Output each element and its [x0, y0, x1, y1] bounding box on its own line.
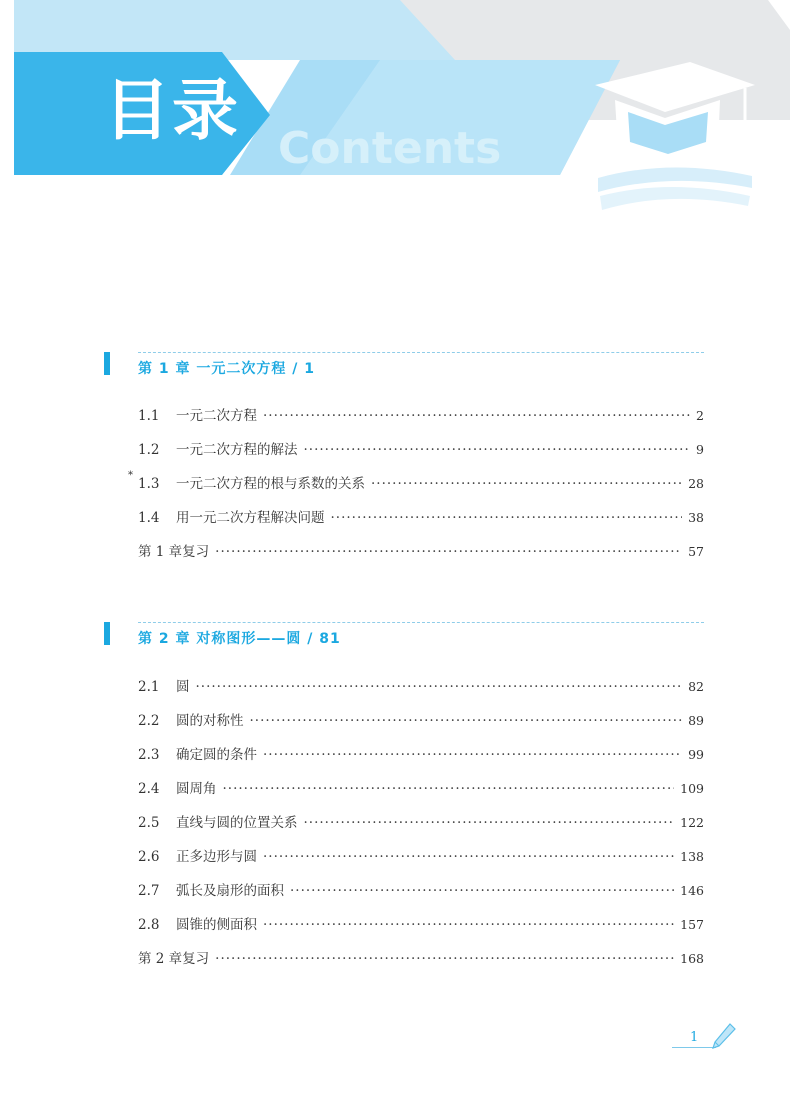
- section-title: 圆锥的侧面积: [176, 917, 257, 933]
- toc-entry[interactable]: [128, 470, 704, 494]
- section-title: 一元二次方程的解法: [176, 442, 298, 458]
- chapter-marker: [104, 352, 110, 375]
- page-subtitle: Contents: [278, 123, 502, 174]
- chapter-header: [104, 622, 704, 648]
- section-number: 1.3: [138, 476, 160, 492]
- page-number: 38: [688, 510, 704, 525]
- toc-entry[interactable]: [138, 947, 704, 969]
- toc-entry[interactable]: [138, 540, 704, 562]
- chapter-1: [104, 352, 704, 572]
- page-number: 99: [688, 747, 704, 762]
- toc-entry[interactable]: [138, 777, 704, 799]
- leader-dots: [371, 476, 682, 492]
- toc-entry[interactable]: [138, 845, 704, 867]
- page-number: 122: [680, 815, 704, 830]
- toc-entry[interactable]: [138, 506, 704, 528]
- section-number: 2.8: [138, 917, 160, 933]
- section-title: 弧长及扇形的面积: [176, 883, 284, 899]
- section-number: 1.4: [138, 510, 160, 526]
- leader-dots: [215, 951, 674, 967]
- leader-dots: [331, 510, 683, 526]
- section-number: 1.1: [138, 408, 160, 424]
- section-title: 用一元二次方程解决问题: [176, 510, 325, 526]
- toc-entry[interactable]: [138, 879, 704, 901]
- chapter-2: [104, 622, 704, 982]
- page-footer: [672, 1020, 742, 1054]
- section-number: 1.2: [138, 442, 160, 458]
- header-banner: [0, 0, 790, 230]
- section-title: 一元二次方程: [176, 408, 257, 424]
- chapter-header: [104, 352, 704, 378]
- page-number: 168: [680, 951, 704, 966]
- section-title: 圆的对称性: [176, 713, 244, 729]
- section-number: 2.3: [138, 747, 160, 763]
- section-number: 2.4: [138, 781, 160, 797]
- leader-dots: [304, 442, 691, 458]
- leader-dots: [223, 781, 675, 797]
- toc-entry[interactable]: [138, 743, 704, 765]
- leader-dots: [215, 544, 682, 560]
- section-number: 2.6: [138, 849, 160, 865]
- section-number: 2.1: [138, 679, 160, 695]
- page-number: 89: [688, 713, 704, 728]
- section-title: 圆周角: [176, 781, 217, 797]
- section-title: 圆: [176, 679, 190, 695]
- section-title: 第 2 章复习: [138, 951, 210, 967]
- section-number: 2.2: [138, 713, 160, 729]
- toc-entry[interactable]: [138, 913, 704, 935]
- page-number: 28: [688, 476, 704, 491]
- toc-entry[interactable]: [138, 709, 704, 731]
- page-number: 146: [680, 883, 704, 898]
- section-number: 2.5: [138, 815, 160, 831]
- section-title: 第 1 章复习: [138, 544, 210, 560]
- section-number: 2.7: [138, 883, 160, 899]
- section-title: 一元二次方程的根与系数的关系: [176, 476, 365, 492]
- toc-entry[interactable]: [138, 811, 704, 833]
- leader-dots: [263, 747, 682, 763]
- chapter-divider: [138, 352, 704, 353]
- graduation-cap-icon: [595, 62, 755, 210]
- section-title: 正多边形与圆: [176, 849, 257, 865]
- chapter-title[interactable]: 第 1 章 一元二次方程 / 1: [138, 361, 315, 377]
- page-number: 157: [680, 917, 704, 932]
- leader-dots: [196, 679, 683, 695]
- page-number: 2: [696, 408, 704, 423]
- page-title: 目录: [104, 72, 240, 149]
- optional-mark: *: [128, 470, 133, 481]
- page-number: 57: [688, 544, 704, 559]
- leader-dots: [290, 883, 674, 899]
- page-number: 9: [696, 442, 704, 457]
- leader-dots: [263, 917, 674, 933]
- chapter-marker: [104, 622, 110, 645]
- page-number: 109: [680, 781, 704, 796]
- leader-dots: [250, 713, 683, 729]
- pencil-icon: [710, 1022, 736, 1050]
- footer-page-number: 1: [690, 1030, 699, 1045]
- toc-entry[interactable]: [138, 675, 704, 697]
- section-title: 确定圆的条件: [176, 747, 257, 763]
- toc-entry[interactable]: [138, 404, 704, 426]
- chapter-divider: [138, 622, 704, 623]
- page-number: 138: [680, 849, 704, 864]
- toc-entry[interactable]: [138, 438, 704, 460]
- page-number: 82: [688, 679, 704, 694]
- chapter-title[interactable]: 第 2 章 对称图形——圆 / 81: [138, 631, 341, 647]
- leader-dots: [263, 849, 674, 865]
- leader-dots: [304, 815, 675, 831]
- section-title: 直线与圆的位置关系: [176, 815, 298, 831]
- leader-dots: [263, 408, 690, 424]
